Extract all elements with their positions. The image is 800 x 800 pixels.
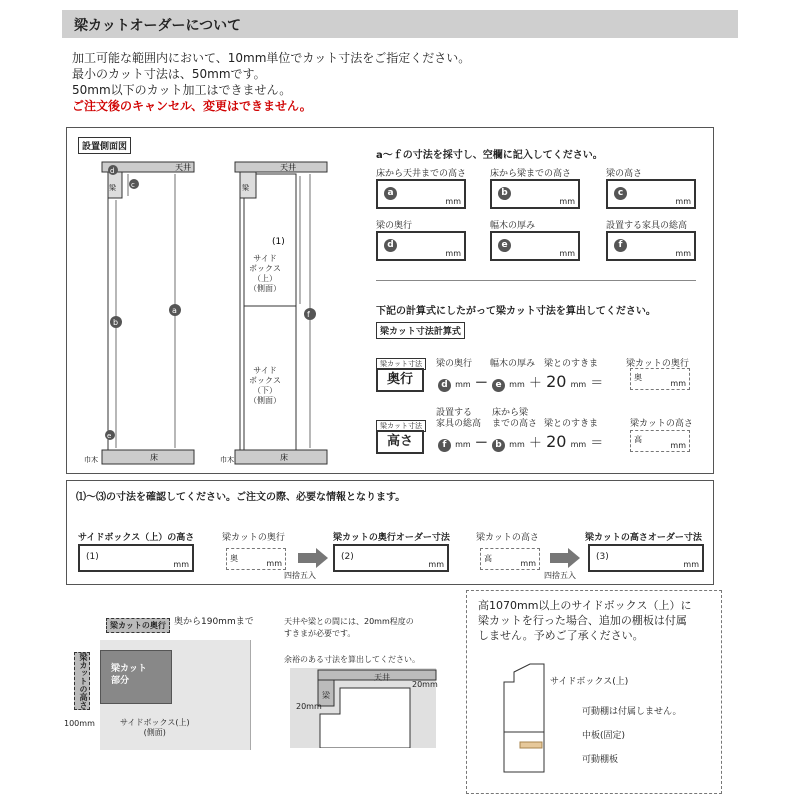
formula-heading: 下記の計算式にしたがって梁カット寸法を算出してください。: [376, 306, 656, 317]
field-c-unit: mm: [675, 197, 691, 206]
arrow-icon-1: [298, 548, 330, 568]
diagram-heading: 設置側面図: [78, 137, 131, 154]
beam-label-2: 梁: [242, 184, 249, 192]
height-tag: 梁カット寸法: [376, 420, 426, 432]
height-result-box[interactable]: [630, 430, 690, 452]
depth-constant: 20: [546, 372, 567, 391]
field-a-input[interactable]: [376, 179, 466, 209]
height-formula: [438, 432, 603, 452]
br-note: 高1070mm以上のサイドボックス（上）に 梁カットを行った場合、追加の棚板は付属 しません。予めご了承ください。: [478, 599, 692, 642]
intro-warning: ご注文後のキャンセル、変更はできません。: [72, 99, 312, 113]
field-b: [490, 166, 580, 209]
bl-cut-part: [100, 650, 172, 704]
height-term2: 床から梁 までの高さ: [492, 408, 538, 429]
br-label-movable: 可動棚板: [582, 755, 619, 765]
depth-result-box[interactable]: [630, 368, 690, 390]
bl-cut-part-label: 梁カット 部分: [111, 664, 147, 686]
intro-line-1: 加工可能な範囲内において、10mm単位でカット寸法をご指定ください。: [72, 51, 471, 65]
confirm-depth-prefix: 奥: [230, 554, 238, 563]
field-e-letter: e: [498, 239, 511, 252]
confirm-upper-height-label: サイドボックス（上）の高さ: [78, 533, 195, 543]
field-a-letter: a: [384, 187, 397, 200]
field-c: [606, 166, 696, 209]
mark-f: [304, 308, 316, 320]
confirm-v1-unit: mm: [173, 560, 189, 569]
field-f: [606, 218, 696, 261]
bm-beam: 梁: [322, 691, 330, 700]
arrow-icon-2: [550, 548, 582, 568]
bm-note2: 余裕のある寸法を算出してください。: [284, 655, 420, 664]
bm-ceiling: 天井: [374, 673, 390, 682]
field-b-unit: mm: [559, 197, 575, 206]
confirm-height-unit: mm: [520, 559, 536, 568]
intro-line-2: 最小のカット寸法は、50mmです。: [72, 67, 266, 81]
confirm-v1: (1): [86, 552, 99, 562]
field-f-unit: mm: [675, 249, 691, 258]
floor-1: [102, 450, 194, 464]
height-term3: 梁とのすきま: [544, 419, 599, 429]
confirm-v3: (3): [596, 552, 609, 562]
rounding-label-1: 四捨五入: [284, 571, 316, 580]
bl-dim: 100mm: [64, 719, 95, 728]
height-result-prefix: 高: [634, 435, 642, 444]
beam-label-1: 梁: [109, 184, 116, 192]
height-result-unit: mm: [670, 441, 686, 450]
depth-result-unit: mm: [670, 379, 686, 388]
mark-c-letter: c: [131, 181, 135, 189]
field-b-letter: b: [498, 187, 511, 200]
depth-unit-3: mm: [570, 380, 587, 389]
baseboard-label-1: 巾木: [84, 456, 98, 464]
field-f-label: 設置する家具の総高: [606, 221, 688, 231]
height-equals: ＝: [590, 436, 604, 451]
formula-box-title: 梁カット寸法計算式: [376, 322, 465, 339]
field-d-label: 梁の奥行: [376, 221, 413, 231]
depth-result-prefix: 奥: [634, 373, 642, 382]
intro-line-3: 50mm以下のカット加工はできません。: [72, 83, 292, 97]
height-minus: －: [474, 436, 488, 451]
br-label-movable-none: 可動棚は付属しません。: [582, 707, 682, 717]
field-b-input[interactable]: [490, 179, 580, 209]
height-constant: 20: [546, 432, 567, 451]
height-unit-1: mm: [455, 440, 471, 449]
confirm-v3-box[interactable]: [588, 544, 704, 572]
confirm-cut-height-label: 梁カットの高さ: [476, 533, 539, 543]
field-a: [376, 166, 466, 209]
field-c-letter: c: [614, 187, 627, 200]
depth-tag: 梁カット寸法: [376, 358, 426, 370]
bm-gap-1: 20mm: [412, 680, 438, 689]
field-a-unit: mm: [445, 197, 461, 206]
field-a-label: 床から天井までの高さ: [376, 169, 467, 179]
bl-box-label: サイドボックス(上) (側面): [120, 718, 190, 737]
depth-minus: －: [474, 376, 488, 391]
confirm-heading: ⑴～⑶の寸法を確認してください。ご注文の際、必要な情報となります。: [76, 492, 406, 503]
depth-equals: ＝: [590, 376, 604, 391]
field-f-letter: f: [614, 239, 627, 252]
height-name: 高さ: [376, 430, 424, 454]
bm-gap-2: 20mm: [296, 702, 322, 711]
confirm-height-prefix: 高: [484, 554, 492, 563]
bl-height-tag: 梁カットの高さ: [74, 652, 90, 710]
page-title: 梁カットオーダーについて: [74, 18, 242, 34]
confirm-v1-box[interactable]: [78, 544, 194, 572]
br-label-box: サイドボックス(上): [550, 677, 629, 687]
measure-divider: [376, 280, 696, 281]
floor-label-1: 床: [150, 453, 158, 462]
height-letter-f: f: [438, 439, 451, 452]
mark-d-letter: d: [110, 167, 115, 175]
confirm-order-height-label: 梁カットの高さオーダー寸法: [585, 533, 702, 543]
confirm-v2: (2): [341, 552, 354, 562]
depth-plus: ＋: [528, 376, 542, 391]
box-upper-2: [244, 174, 296, 450]
ceiling-label-1: 天井: [175, 163, 191, 172]
depth-name: 奥行: [376, 368, 424, 392]
depth-result-label: 梁カットの奥行: [626, 359, 689, 369]
field-f-input[interactable]: [606, 231, 696, 261]
field-b-label: 床から梁までの高さ: [490, 169, 572, 179]
bl-depth-tag: 梁カットの奥行: [106, 618, 170, 633]
depth-unit-2: mm: [509, 380, 525, 389]
field-d: [376, 218, 466, 261]
box-upper-label: サイド ボックス （上） （側面）: [249, 254, 281, 293]
field-c-label: 梁の高さ: [606, 169, 643, 179]
confirm-v2-unit: mm: [428, 560, 444, 569]
field-e-unit: mm: [559, 249, 575, 258]
br-label-middle: 中板(固定): [582, 731, 626, 741]
box-lower-label: サイド ボックス （下） （側面）: [249, 366, 281, 405]
depth-letter-e: e: [492, 379, 505, 392]
mark-b-letter: b: [113, 318, 119, 327]
depth-formula: [438, 372, 603, 392]
height-unit-3: mm: [570, 440, 587, 449]
confirm-cut-height-box[interactable]: [480, 548, 540, 570]
floor-label-2: 床: [280, 453, 288, 462]
depth-unit-1: mm: [455, 380, 471, 389]
bl-depth-note: 奥から190mmまで: [174, 617, 254, 627]
field-e-label: 幅木の厚み: [490, 221, 536, 231]
rounding-label-2: 四捨五入: [544, 571, 576, 580]
confirm-v2-box[interactable]: [333, 544, 449, 572]
confirm-cut-depth-box[interactable]: [226, 548, 286, 570]
baseboard-label-2: 巾木: [220, 456, 234, 464]
confirm-order-depth-label: 梁カットの奥行オーダー寸法: [333, 533, 450, 543]
title-bar: [62, 10, 738, 38]
field-d-letter: d: [384, 239, 397, 252]
height-plus: ＋: [528, 436, 542, 451]
height-unit-2: mm: [509, 440, 525, 449]
confirm-cut-depth-label: 梁カットの奥行: [222, 533, 285, 543]
side-diagram: [80, 150, 360, 470]
field-d-input[interactable]: [376, 231, 466, 261]
field-d-unit: mm: [445, 249, 461, 258]
bm-note1: 天井や梁との間には、20mm程度の すきまが必要です。: [284, 617, 414, 638]
field-c-input[interactable]: [606, 179, 696, 209]
height-term1: 設置する 家具の総高: [436, 408, 482, 429]
mark-f-letter: f: [307, 310, 310, 319]
depth-letter-d: d: [438, 379, 451, 392]
confirm-v3-unit: mm: [683, 560, 699, 569]
field-e: [490, 218, 580, 261]
mark-a-letter: a: [172, 306, 177, 315]
height-result-label: 梁カットの高さ: [630, 419, 693, 429]
ceiling-label-2: 天井: [280, 163, 296, 172]
height-letter-b: b: [492, 439, 505, 452]
mark-e-letter: e: [107, 432, 112, 440]
mark-1: (1): [272, 237, 285, 247]
depth-term2: 幅木の厚み: [490, 359, 536, 369]
confirm-depth-unit: mm: [266, 559, 282, 568]
field-e-input[interactable]: [490, 231, 580, 261]
measure-heading: a～ｆの寸法を採寸し、空欄に記入してください。: [376, 150, 603, 161]
depth-term3: 梁とのすきま: [544, 359, 599, 369]
depth-term1: 梁の奥行: [436, 359, 473, 369]
br-box-diagram: [500, 662, 548, 782]
